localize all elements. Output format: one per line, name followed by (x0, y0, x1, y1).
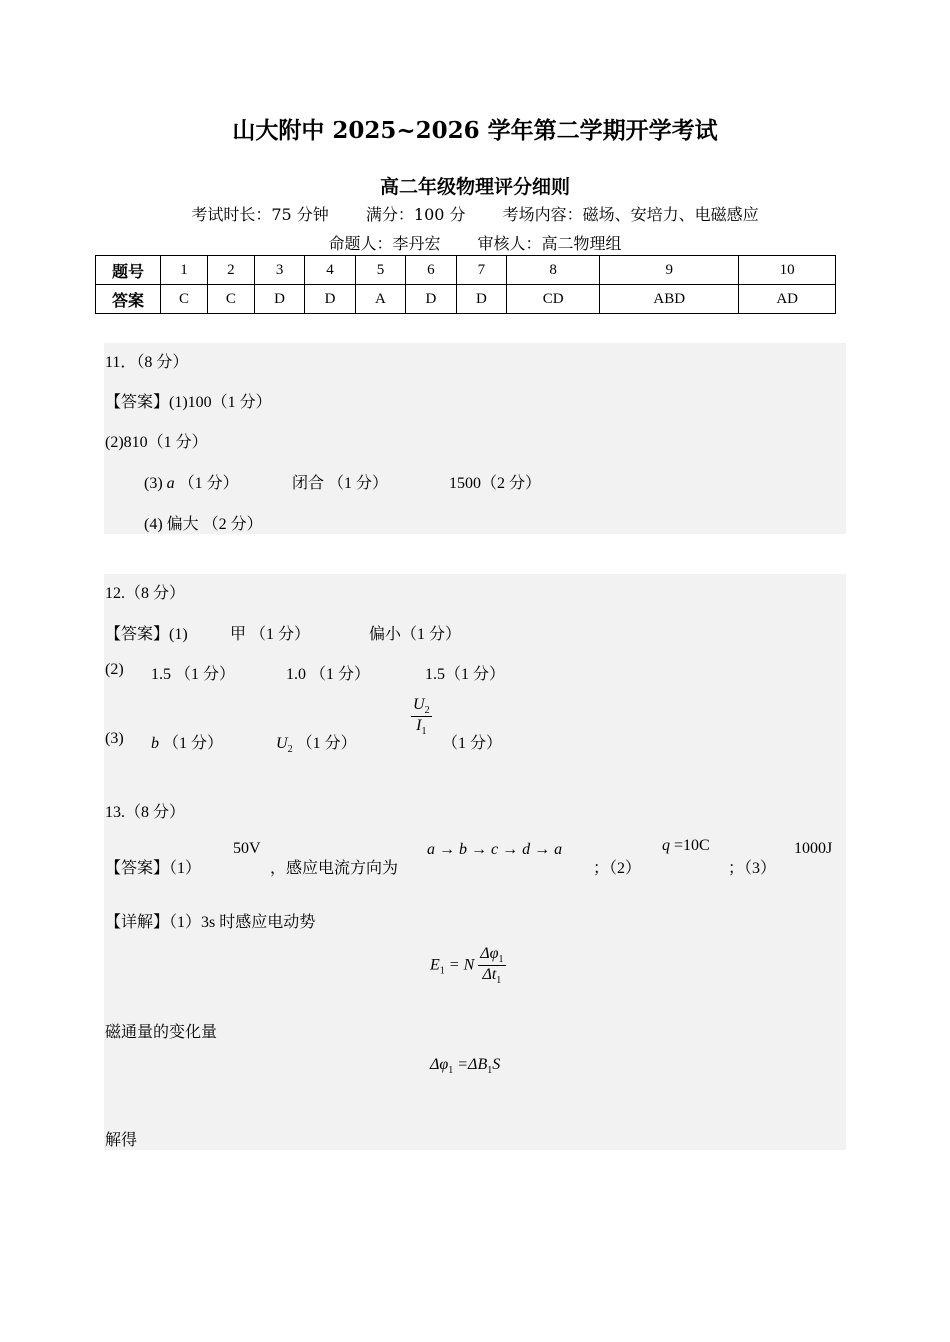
table-cell: 10 (739, 256, 836, 285)
eq1-mid: = N (444, 956, 479, 974)
q12-var-u: U (276, 735, 288, 752)
equation-flux (430, 1056, 500, 1076)
frac-numerator: U (413, 696, 425, 713)
q11-part3-var: a (166, 475, 175, 492)
q13-part3-label: ；（3） (728, 860, 777, 877)
table-cell: AD (739, 285, 836, 314)
eq1-fraction (478, 945, 505, 986)
eq2-a-sub: 1 (448, 1065, 454, 1077)
q12-answer-3a: (3) (105, 730, 124, 747)
q11-heading: 11．（8 分） (105, 354, 189, 371)
q11-block (104, 343, 846, 534)
q12-heading: 12.（8 分） (105, 585, 186, 602)
q12-score-u: （1 分） (292, 735, 357, 752)
table-cell: C (161, 285, 208, 314)
q12-answer-3d: （1 分） (442, 735, 503, 752)
q11-part3-score: （1 分） (174, 475, 239, 492)
q12-answer-2a: (2) (105, 661, 124, 678)
eq2-b-sub: 1 (487, 1065, 493, 1077)
q13-direction-label: ，感应电流方向为 (270, 860, 399, 877)
table-cell: CD (507, 285, 600, 314)
q13-emf: 50V (233, 840, 261, 857)
q12-var-b: b (151, 735, 159, 752)
table-cell: 2 (207, 256, 254, 285)
exam-content: 考场内容：磁场、安培力、电磁感应 (502, 205, 759, 224)
table-cell: 1 (161, 256, 208, 285)
q11-part3-label: (3) (144, 475, 167, 492)
eq1-denominator-sub: 1 (496, 975, 502, 987)
q12-answer-2b: 1.5 （1 分） (151, 666, 236, 683)
q12-answer-3c (276, 730, 357, 755)
q11-answer-1: 【答案】(1)100（1 分） (105, 394, 272, 411)
q13-heading: 13.（8 分） (105, 804, 186, 821)
q11-answer-2: (2)810（1 分） (105, 434, 208, 451)
frac-denominator-sub: 1 (421, 726, 427, 738)
row-label-number: 题号 (96, 256, 161, 285)
frac-numerator-sub: 2 (424, 705, 430, 717)
q12-answer-2d: 1.5（1 分） (425, 666, 506, 683)
exam-meta (0, 202, 950, 225)
page-subtitle: 高二年级物理评分细则 (379, 176, 570, 198)
eq1-numerator: Δφ (480, 945, 499, 962)
table-row-answers (96, 285, 836, 314)
answer-table (95, 255, 836, 314)
exam-duration: 考试时长：75 分钟 (191, 205, 329, 224)
eq2-b: =ΔB (453, 1056, 488, 1073)
q12-answer-1a: 【答案】(1) (105, 626, 188, 643)
q13-charge-value: =10C (670, 837, 710, 854)
q11-answer-4: (4) 偏大 （2 分） (144, 516, 263, 533)
q11-answer-3 (144, 470, 239, 493)
table-cell: A (355, 285, 405, 314)
table-row-numbers (96, 256, 836, 285)
eq1-denominator: Δt (482, 966, 497, 984)
q13-detail: 【详解】（1）3s 时感应电动势 (105, 914, 316, 931)
q13-solve-label: 解得 (105, 1132, 138, 1149)
table-cell: 7 (456, 256, 506, 285)
q13-part2-label: ；（2） (593, 860, 642, 877)
table-cell: ABD (600, 285, 739, 314)
q12-answer-2c: 1.0 （1 分） (286, 666, 371, 683)
q11-answer-3b: 闭合 （1 分） (292, 475, 389, 492)
page-title: 山大附中 2025~2026 学年第二学期开学考试 (232, 117, 718, 144)
exam-staff (0, 231, 950, 254)
table-cell: 9 (600, 256, 739, 285)
table-cell: 3 (254, 256, 304, 285)
q11-answer-3c: 1500（2 分） (449, 475, 542, 492)
table-cell: D (456, 285, 506, 314)
frac-denominator: I (416, 717, 422, 735)
q12-answer-1b: 甲 （1 分） (230, 626, 311, 643)
eq2-a: Δφ (430, 1056, 449, 1073)
table-cell: D (406, 285, 456, 314)
eq1-numerator-sub: 1 (498, 954, 504, 966)
q13-answer-label: 【答案】（1） (105, 860, 202, 877)
table-cell: D (305, 285, 355, 314)
q13-var-q: q (662, 837, 670, 854)
table-cell: C (207, 285, 254, 314)
exam-reviewer: 审核人：高二物理组 (477, 234, 622, 253)
q13-energy: 1000J (794, 840, 833, 857)
eq1-lhs: E (430, 956, 440, 974)
table-cell: 4 (305, 256, 355, 285)
fraction (411, 696, 432, 737)
table-cell: D (254, 285, 304, 314)
q13-charge (662, 837, 710, 855)
exam-author: 命题人：李丹宏 (328, 234, 441, 253)
q12-fraction (411, 696, 432, 737)
q12-answer-1c: 偏小（1 分） (369, 626, 462, 643)
exam-full-score: 满分：100 分 (365, 205, 466, 224)
q12-score-b: （1 分） (159, 735, 224, 752)
eq2-c: S (492, 1056, 501, 1073)
eq1-lhs-sub: 1 (439, 965, 445, 977)
table-cell: 8 (507, 256, 600, 285)
table-cell: 6 (406, 256, 456, 285)
q13-current-path: a → b → c → d → a (427, 841, 563, 858)
row-label-answer: 答案 (96, 285, 161, 314)
q12-answer-3b (151, 730, 223, 753)
equation-emf (430, 945, 506, 986)
table-cell: 5 (355, 256, 405, 285)
q12-var-u-sub: 2 (287, 744, 293, 756)
q13-flux-label: 磁通量的变化量 (105, 1024, 218, 1041)
